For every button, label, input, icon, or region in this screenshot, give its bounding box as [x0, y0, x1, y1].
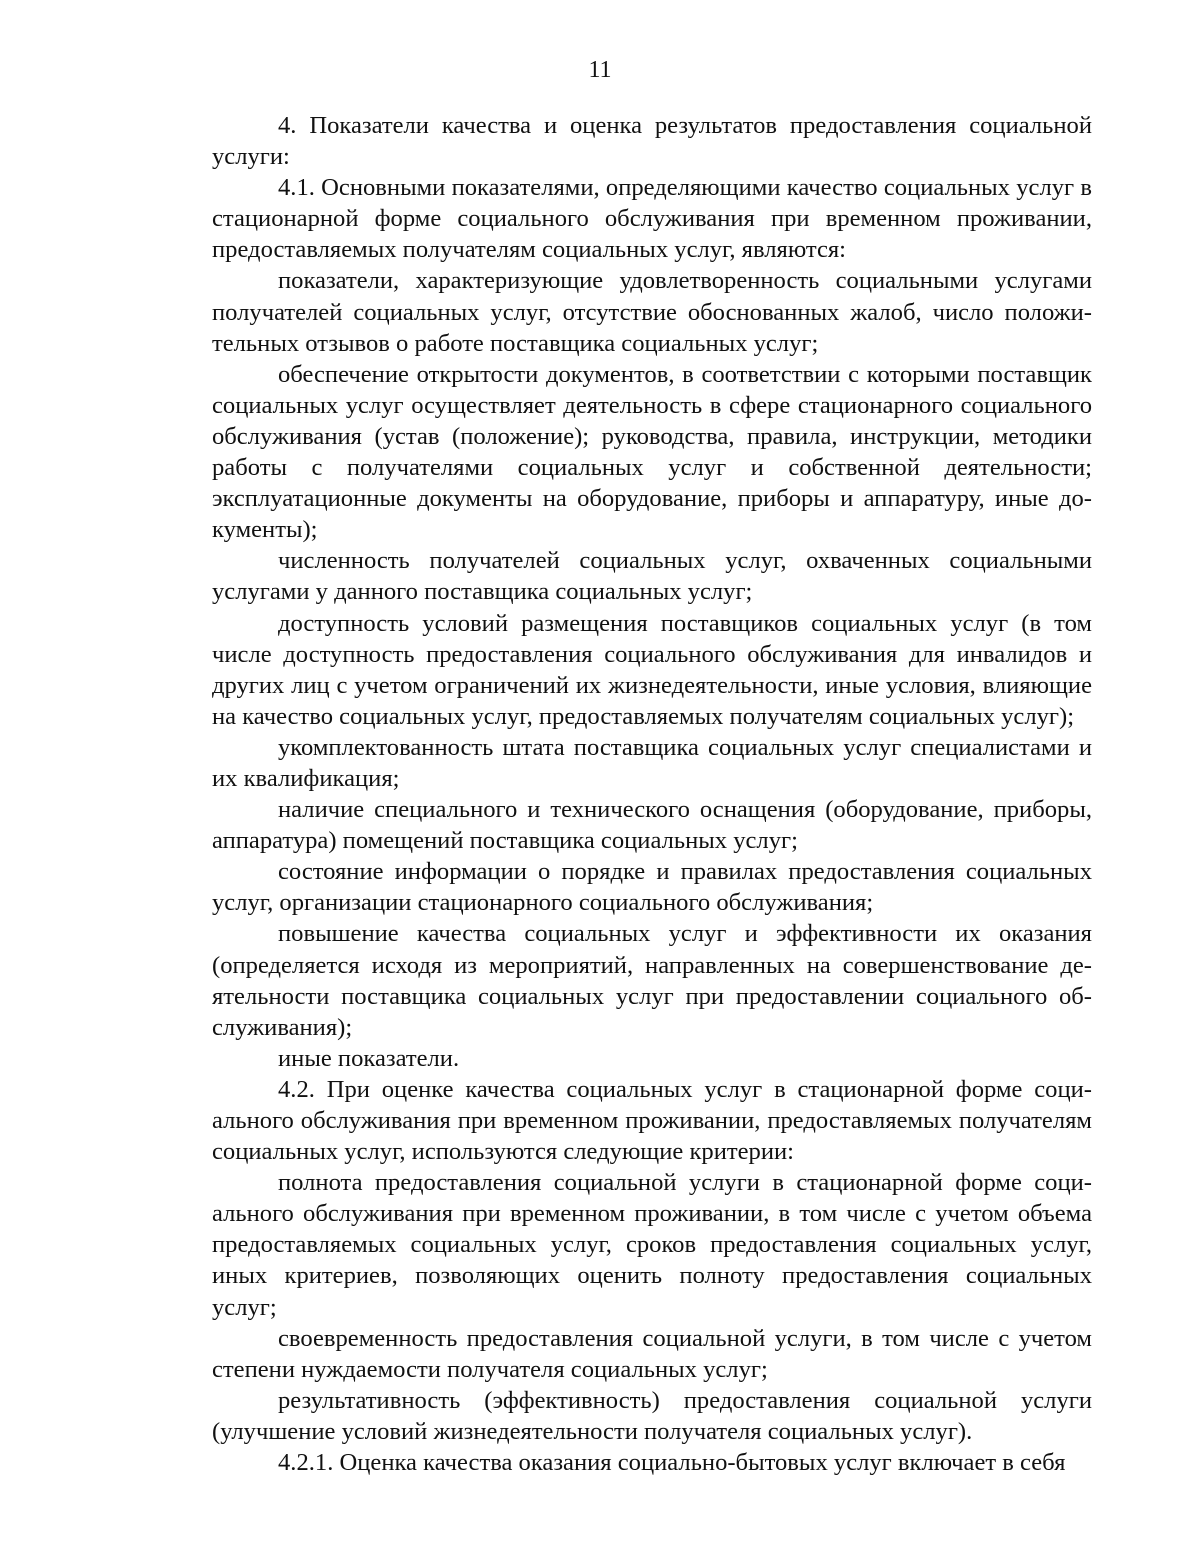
paragraph-completeness: полнота предоставления социальной услуги в стационарной форме социального обслуживания при временном проживании, в том числе с учетом объема предоставляемых социальных услуг, сроков предоставления социальных услуг, иных критериев, позволяющих оценить полноту предоставления социальных услуг;	[212, 1169, 1092, 1321]
paragraph-information-state: состояние информации о порядке и правилах предоставления социальных услуг, организации стационарного социального обслуживания;	[212, 858, 1092, 917]
paragraph-other-indicators: иные показатели.	[278, 1044, 460, 1072]
paragraph-timeliness: своевременность предоставления социальной услуги, в том числе с учетом степени нуждаемости получателя социальных услуг;	[212, 1324, 1092, 1383]
paragraph-accessibility: доступность условий размещения поставщиков социальных услуг (в том числе доступность предоставления социального обслуживания для инвалидов и других лиц с учетом ограничений их жизнедеятельности, иные условия, влияющие на качество социальных услуг, предоставляемых получателям социальных услуг);	[212, 609, 1092, 730]
paragraph-4-1: 4.1. Основными показателями, определяющими качество социальных услуг в стационарной форме социального обслуживания при временном проживании, предоставляемых получателям социальных услуг, являются:	[212, 174, 1092, 264]
paragraph-4-2-1: 4.2.1. Оценка качества оказания социально-бытовых услуг включает в себя	[278, 1449, 1066, 1477]
paragraph-equipment: наличие специального и технического оснащения (оборудование, приборы, аппаратура) помещений поставщика социальных услуг;	[212, 796, 1092, 855]
paragraph-recipient-count: численность получателей социальных услуг, охваченных социальными услугами у данного поставщика социальных услуг;	[212, 547, 1092, 606]
paragraph-satisfaction-indicators: показатели, характеризующие удовлетворенность социальными услугами получателей социальных услуг, отсутствие обоснованных жалоб, число положительных отзывов о работе поставщика социальных услуг;	[212, 267, 1092, 357]
paragraph-effectiveness: результативность (эффективность) предоставления социальной услуги (улучшение условий жизнедеятельности получателя социальных услуг).	[212, 1386, 1092, 1445]
page-number: 11	[588, 57, 612, 83]
paragraph-section-4-heading: 4. Показатели качества и оценка результатов предоставления социальной услуги:	[212, 112, 1092, 171]
paragraph-staffing: укомплектованность штата поставщика социальных услуг специалистами и их квалификация;	[212, 733, 1092, 792]
document-body	[212, 110, 1092, 1478]
paragraph-document-openness: обеспечение открытости документов, в соответствии с которыми поставщик социальных услуг осуществляет деятельность в сфере стационарного социального обслуживания (устав (положение); руководства, правила, инструкции, методики работы с получателями социальных услуг и собственной деятельности; эксплуатационные документы на оборудование, приборы и аппаратуру, иные документы);	[212, 360, 1092, 544]
paragraph-4-2: 4.2. При оценке качества социальных услуг в стационарной форме социального обслуживания при временном проживании, предоставляемых получателям социальных услуг, используются следующие критерии:	[212, 1075, 1092, 1166]
paragraph-quality-improvement: повышение качества социальных услуг и эффективности их оказания (определяется исходя из мероприятий, направленных на совершенствование деятельности поставщика социальных услуг при предоставлении социального обслуживания);	[212, 920, 1092, 1041]
